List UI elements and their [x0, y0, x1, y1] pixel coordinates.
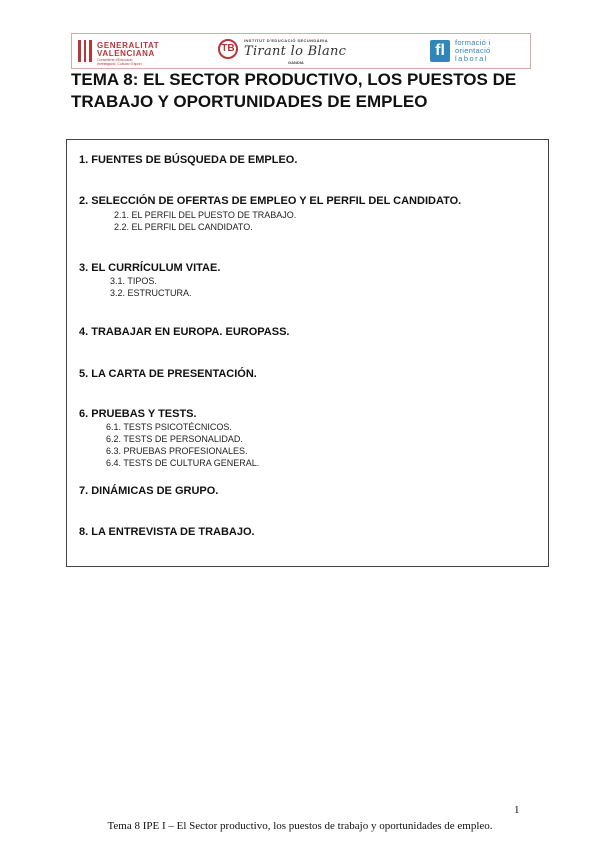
toc-subsection-6-2: 6.2. TESTS DE PERSONALIDAD. — [106, 434, 243, 444]
school-town: GANDIA — [288, 60, 304, 65]
page-number: 1 — [514, 804, 520, 816]
fol-logo-icon: fl — [430, 40, 450, 62]
toc-section-1: 1. FUENTES DE BÚSQUEDA DE EMPLEO. — [79, 154, 298, 166]
header-banner — [71, 33, 531, 69]
gva-logo-icon — [78, 40, 92, 62]
school-type: INSTITUT D'EDUCACIÓ SECUNDÀRIA — [244, 38, 329, 43]
school-name: Tirant lo Blanc — [244, 44, 347, 59]
toc-subsection-6-3: 6.3. PRUEBAS PROFESIONALES. — [106, 446, 248, 456]
gva-logo — [78, 38, 188, 66]
document-title: TEMA 8: EL SECTOR PRODUCTIVO, LOS PUESTOS DE TRABAJO Y OPORTUNIDADES DE EMPLEO — [71, 70, 517, 111]
toc-subsection-6-1: 6.1. TESTS PSICOTÉCNICOS. — [106, 422, 232, 432]
toc-section-5: 5. LA CARTA DE PRESENTACIÓN. — [79, 368, 257, 380]
toc-subsection-2-2: 2.2. EL PERFIL DEL CANDIDATO. — [114, 222, 253, 232]
table-of-contents — [66, 139, 549, 567]
page-footer: Tema 8 IPE I – El Sector productivo, los puestos de trabajo y oportunidades de empleo. — [107, 820, 493, 832]
toc-section-6: 6. PRUEBAS Y TESTS. — [79, 408, 197, 420]
toc-section-4: 4. TRABAJAR EN EUROPA. EUROPASS. — [79, 326, 290, 338]
toc-subsection-6-4: 6.4. TESTS DE CULTURA GENERAL. — [106, 458, 260, 468]
fol-line1: formació i — [455, 38, 491, 47]
gva-sub1: Conselleria d'Educació — [97, 58, 133, 62]
toc-section-7: 7. DINÁMICAS DE GRUPO. — [79, 485, 219, 497]
toc-section-3: 3. EL CURRÍCULUM VITAE. — [79, 262, 221, 274]
gva-line2: VALENCIANA — [97, 49, 155, 58]
toc-section-8: 8. LA ENTREVISTA DE TRABAJO. — [79, 526, 255, 538]
fol-line3: laboral — [455, 54, 489, 63]
gva-line1: GENERALITAT — [97, 41, 160, 50]
toc-section-2: 2. SELECCIÓN DE OFERTAS DE EMPLEO Y EL PERFIL DEL CANDIDATO. — [79, 195, 462, 207]
toc-subsection-3-1: 3.1. TIPOS. — [110, 276, 157, 286]
toc-subsection-2-1: 2.1. EL PERFIL DEL PUESTO DE TRABAJO. — [114, 210, 297, 220]
fol-logo — [430, 38, 530, 66]
gva-sub2: Investigació, Cultura i Esport — [97, 62, 142, 66]
school-logo — [218, 37, 358, 67]
fol-line2: orientació — [455, 46, 491, 55]
school-emblem-icon: TB — [218, 39, 238, 59]
toc-subsection-3-2: 3.2. ESTRUCTURA. — [110, 288, 192, 298]
